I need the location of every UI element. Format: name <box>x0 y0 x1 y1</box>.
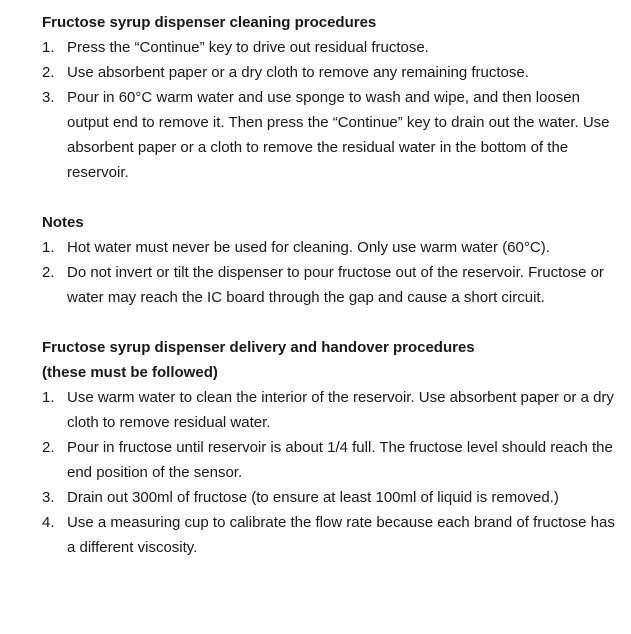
list-item <box>42 60 623 85</box>
section-spacer <box>42 310 631 335</box>
delivery-list <box>42 385 631 560</box>
item-text: Use warm water to clean the interior of the reservoir. Use absorbent paper or a dry cloth to remove residual water. <box>67 389 614 431</box>
item-text: Use absorbent paper or a dry cloth to remove any remaining fructose. <box>67 64 529 81</box>
notes-heading: Notes <box>42 214 84 231</box>
item-text: Press the “Continue” key to drive out residual fructose. <box>67 39 429 56</box>
cleaning-heading: Fructose syrup dispenser cleaning procedures <box>42 14 377 31</box>
item-number: 2. <box>42 64 55 81</box>
list-item <box>42 35 623 60</box>
section-spacer <box>42 185 631 210</box>
item-number: 1. <box>42 389 55 406</box>
item-number: 2. <box>42 439 55 456</box>
cleaning-list <box>42 35 631 185</box>
list-item <box>42 510 623 560</box>
list-item <box>42 235 623 260</box>
list-item <box>42 385 623 435</box>
notes-list <box>42 235 631 310</box>
item-number: 3. <box>42 489 55 506</box>
list-item <box>42 260 623 310</box>
list-item <box>42 485 623 510</box>
item-text: Use a measuring cup to calibrate the flow rate because each brand of fructose has a different viscosity. <box>67 514 615 556</box>
item-text: Pour in 60°C warm water and use sponge to wash and wipe, and then loosen output end to remove it. Then press the “Continue” key to drain out the water. Use absorbent paper or a cloth to remove the residual water in the bottom of the reservoir. <box>67 89 610 181</box>
item-number: 2. <box>42 264 55 281</box>
item-text: Hot water must never be used for cleaning. Only use warm water (60°C). <box>67 239 550 256</box>
cleaning-section <box>42 10 631 185</box>
item-number: 1. <box>42 39 55 56</box>
list-item <box>42 85 623 185</box>
list-item <box>42 435 623 485</box>
item-number: 1. <box>42 239 55 256</box>
item-number: 4. <box>42 514 55 531</box>
delivery-heading-line2: (these must be followed) <box>42 364 218 381</box>
item-number: 3. <box>42 89 55 106</box>
delivery-section <box>42 335 631 560</box>
item-text: Drain out 300ml of fructose (to ensure at least 100ml of liquid is removed.) <box>67 489 559 506</box>
notes-section <box>42 210 631 310</box>
delivery-heading-line1: Fructose syrup dispenser delivery and handover procedures <box>42 339 475 356</box>
item-text: Do not invert or tilt the dispenser to pour fructose out of the reservoir. Fructose or water may reach the IC board through the gap and cause a short circuit. <box>67 264 604 306</box>
item-text: Pour in fructose until reservoir is about 1/4 full. The fructose level should reach the end position of the sensor. <box>67 439 613 481</box>
